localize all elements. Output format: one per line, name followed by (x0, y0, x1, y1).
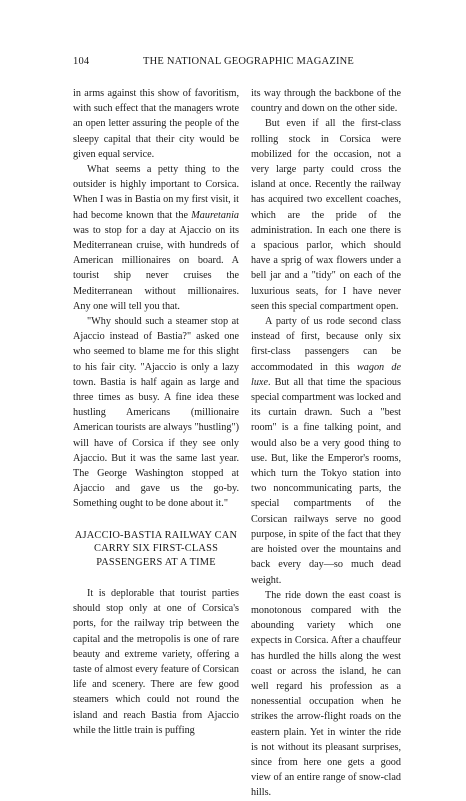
section-subheading (73, 529, 239, 569)
paragraph: But even if all the first-class rolling stock in Corsica were mobilized for the occasion, not a very large party could cross the island at once. Recently the railway has acquired two excellent coaches, which are the pride of the administration. In each one there is a spacious parlor, which should have a sprig of wax flowers under a bell jar and a "tidy" on each of the luxurious seats, for I have never seen this special compartment open. (251, 118, 401, 312)
left-column (73, 86, 239, 738)
paragraph: its way through the backbone of the country and down on the other side. (251, 88, 401, 115)
right-column (251, 86, 401, 801)
paragraph: "Why should such a steamer stop at Ajaccio instead of Bastia?" asked one who seemed to blame me for this slight to his fair city. "Ajaccio is only a lazy town. Bastia is half again as large and three times as busy. A fine idea these hustling Americans (millionaire American tourists are always "hustling") will have of Corsica if they see only Ajaccio. But it was the same last year. The George Washington stopped at Ajaccio and gave us the go-by. Something ought to be done about it." (73, 316, 239, 510)
paragraph (73, 162, 239, 314)
foreign-phrase-italic: wagon de luxe (251, 361, 401, 388)
text-run: was to stop for a day at Ajaccio on its Mediterranean cruise, with hundreds of American millionaires on board. A tourist ship never cruises the Mediterranean without millionaires. Any one will tell you that. (73, 224, 239, 312)
page-number: 104 (73, 56, 90, 67)
text-run: What seems a petty thing to the outsider is highly important to Corsica. When I was in Bastia on my first visit, it had become known that the (73, 164, 239, 221)
subheading-line: PASSENGERS AT A TIME (96, 556, 216, 568)
paragraph (251, 314, 401, 588)
text-run: . But all that time the spacious special compartment was locked and its curtain drawn. Such a "best room" is a fine talking point, and would also be a very good thing to use. But, like the Emperor's rooms, which turn the Tokyo station into two noncommunicating parts, the special compartments of the Corsican railways serve no good purpose, in spite of the fact that they are hoisted over the mountains and back every day—so much dead weight. (251, 376, 401, 586)
subheading-line: AJACCIO-BASTIA RAILWAY CAN (74, 529, 238, 541)
ship-name-italic: Mauretania (191, 209, 239, 221)
paragraph: It is deplorable that tourist parties should stop only at one of Corsica's ports, for the railway trip between the capital and the metropolis is one of rare beauty and extreme variety, offering a taste of almost every feature of Corsican life and scenery. There are few good steamers which could not round the island and reach Bastia from Ajaccio while the little train is puffing (73, 587, 239, 736)
paragraph: The ride down the east coast is monotonous compared with the abounding variety which one expects in Corsica. After a chauffeur has hurdled the hills along the west coast or across the island, he can well regard his profession as a nonessential occupation when he strikes the arrow-flight roads on the eastern plain. Yet in winter the ride is not without its pleasant surprises, since from here one gets a good view of an entire range of snow-clad hills. (251, 589, 401, 799)
text-run: A party of us rode second class instead of first, because only six first-class passengers can be accommodated in this (251, 316, 401, 373)
subheading-line: CARRY SIX FIRST-CLASS (93, 543, 219, 555)
running-head: THE NATIONAL GEOGRAPHIC MAGAZINE (143, 56, 355, 67)
paragraph: in arms against this show of favoritism, with such effect that the managers wrote an open letter assuring the people of the sleepy capital that their city would be given equal service. (73, 88, 239, 160)
